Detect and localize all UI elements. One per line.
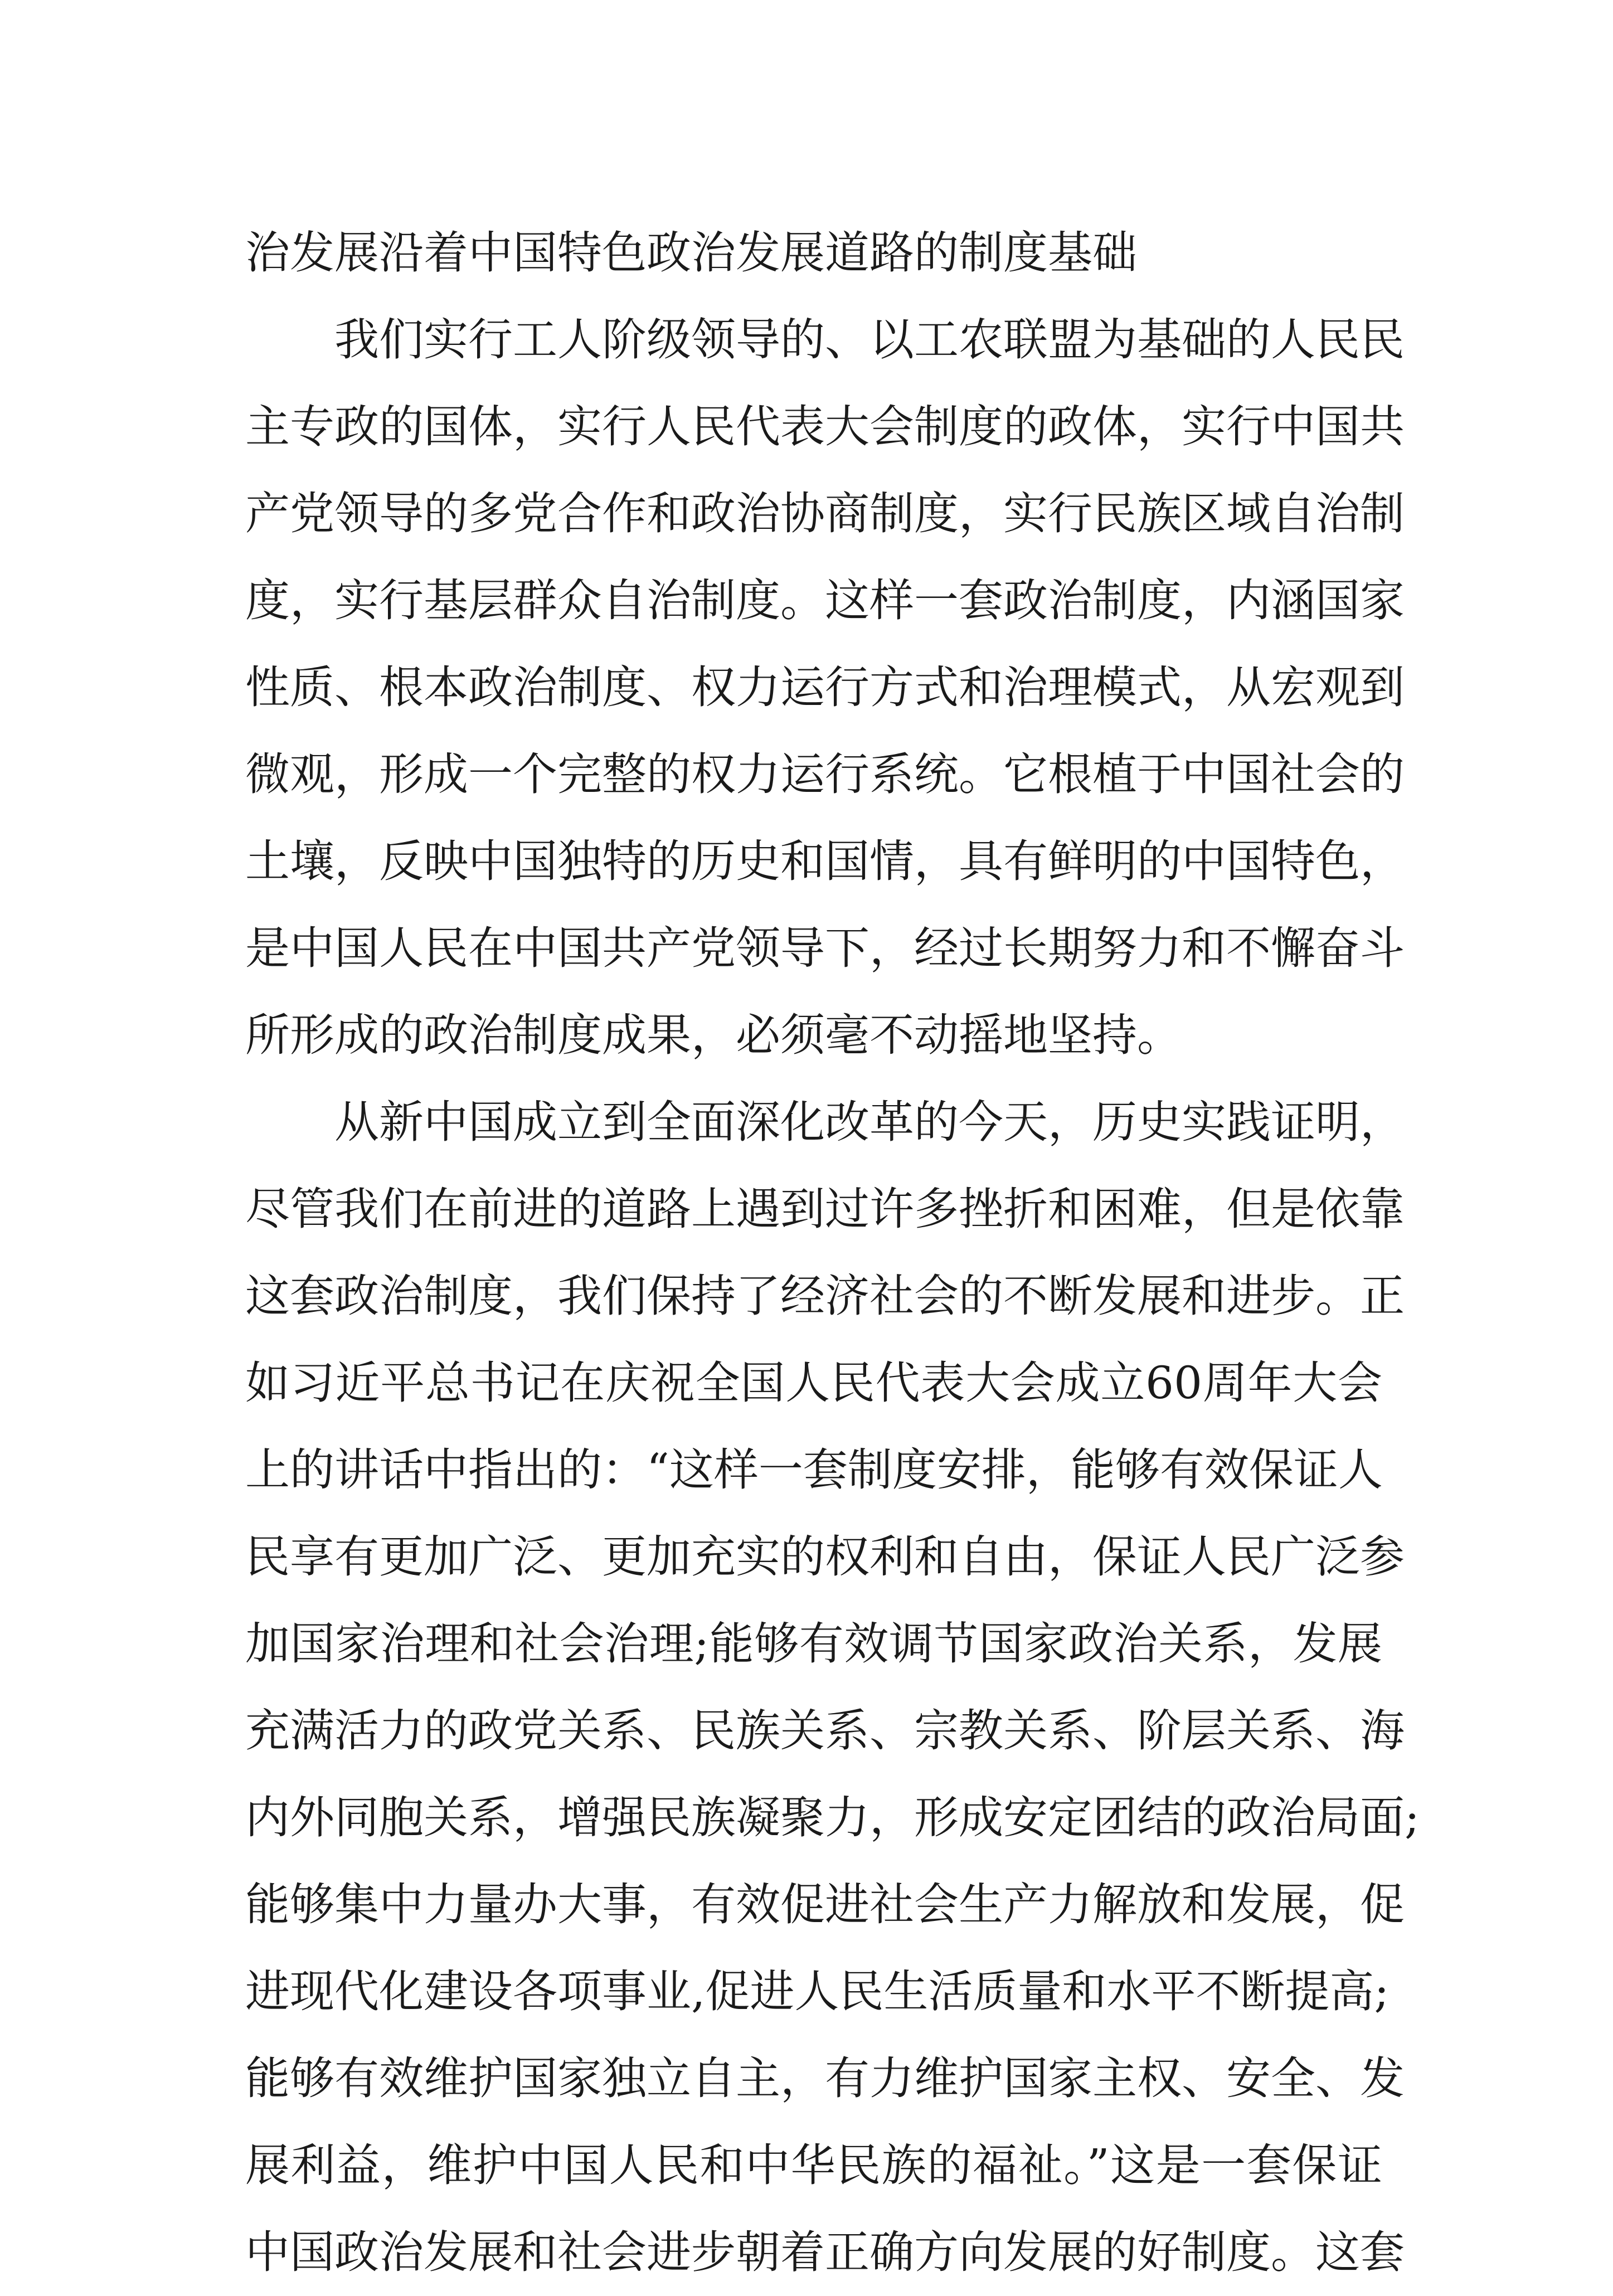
text-line: 从新中国成立到全面深化改革的今天，历史实践证明，: [245, 1096, 1405, 1148]
text-line: 尽管我们在前进的道路上遇到过许多挫折和困难，但是依靠: [245, 1183, 1405, 1235]
text-line: 主专政的国体，实行人民代表大会制度的政体，实行中国共: [245, 401, 1405, 453]
text-line: 性质、根本政治制度、权力运行方式和治理模式，从宏观到: [245, 661, 1405, 713]
text-line: 治发展沿着中国特色政治发展道路的制度基础: [245, 227, 1137, 279]
text-line: 中国政治发展和社会进步朝着正确方向发展的好制度。这套: [245, 2226, 1405, 2278]
text-line: 能够有效维护国家独立自主，有力维护国家主权、安全、发: [245, 2052, 1405, 2104]
text-line: 产党领导的多党合作和政治协商制度，实行民族区域自治制: [245, 488, 1405, 539]
body-text: [245, 210, 1420, 2296]
text-line: 这套政治制度，我们保持了经济社会的不断发展和进步。正: [245, 1270, 1405, 1322]
text-line: 我们实行工人阶级领导的、以工农联盟为基础的人民民: [245, 314, 1405, 366]
text-line: 土壤，反映中国独特的历史和国情，具有鲜明的中国特色，: [245, 835, 1405, 887]
text-line: 加国家治理和社会治理;能够有效调节国家政治关系，发展: [245, 1618, 1382, 1670]
text-line: 进现代化建设各项事业,促进人民生活质量和水平不断提高;: [245, 1966, 1389, 2017]
text-line: 内外同胞关系，增强民族凝聚力，形成安定团结的政治局面;: [245, 1792, 1420, 1843]
text-line: 所形成的政治制度成果，必须毫不动摇地坚持。: [245, 1009, 1182, 1061]
text-line: 度，实行基层群众自治制度。这样一套政治制度，内涵国家: [245, 575, 1405, 626]
text-line: 民享有更加广泛、更加充实的权利和自由，保证人民广泛参: [245, 1531, 1405, 1583]
text-line: 充满活力的政党关系、民族关系、宗教关系、阶层关系、海: [245, 1705, 1405, 1757]
text-line: 如习近平总书记在庆祝全国人民代表大会成立60周年大会: [245, 1357, 1382, 1409]
text-line: 微观，形成一个完整的权力运行系统。它根植于中国社会的: [245, 748, 1405, 800]
text-line: 能够集中力量办大事，有效促进社会生产力解放和发展，促: [245, 1879, 1405, 1930]
text-line: 展利益，维护中国人民和中华民族的福祉。”这是一套保证: [245, 2139, 1382, 2191]
text-line: 是中国人民在中国共产党领导下，经过长期努力和不懈奋斗: [245, 922, 1405, 974]
text-line: 上的讲话中指出的：“这样一套制度安排，能够有效保证人: [245, 1444, 1383, 1496]
